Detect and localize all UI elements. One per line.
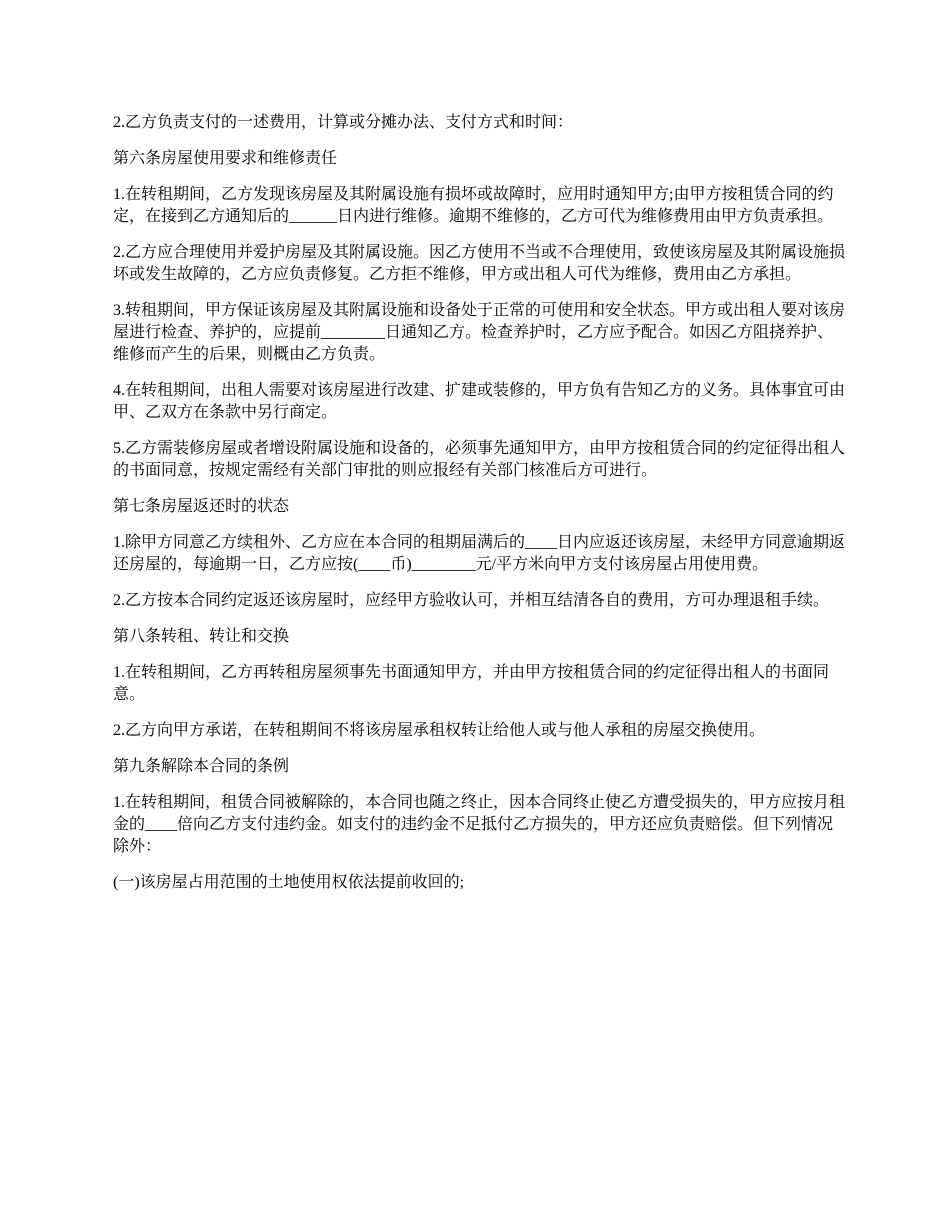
clause-paragraph: (一)该房屋占用范围的土地使用权依法提前收回的; (113, 874, 465, 891)
clause-paragraph: 5.乙方需装修房屋或者增设附属设施和设备的，必须事先通知甲方，由甲方按租赁合同的约定征得出租人的书面同意，按规定需经有关部门审批的则应报经有关部门核准后方可进行。 (113, 440, 846, 479)
clause-paragraph: 1.在转租期间，乙方再转租房屋须事先书面通知甲方，并由甲方按租赁合同的约定征得出租人的书面同意。 (113, 664, 830, 703)
clause-paragraph: 4.在转租期间，出租人需要对该房屋进行改建、扩建或装修的，甲方负有告知乙方的义务。具体事宜可由甲、乙双方在条款中另行商定。 (113, 382, 846, 421)
clause-paragraph: 1.在转租期间，乙方发现该房屋及其附属设施有损坏或故障时，应用时通知甲方;由甲方按租赁合同的约定，在接到乙方通知后的______日内进行维修。逾期不维修的，乙方可代为维修费用由甲方负责承担。 (113, 186, 834, 225)
article-heading: 第八条转租、转让和交换 (113, 628, 290, 645)
article-heading: 第九条解除本合同的条例 (113, 758, 290, 775)
clause-paragraph: 3.转租期间，甲方保证该房屋及其附属设施和设备处于正常的可使用和安全状态。甲方或出租人要对该房屋进行检查、养护的，应提前________日通知乙方。检查养护时，乙方应予配合。如因乙方阻挠养护、维修而产生的后果，则概由乙方负责。 (113, 302, 846, 363)
article-heading: 第七条房屋返还时的状态 (113, 498, 290, 515)
clause-paragraph: 1.在转租期间，租赁合同被解除的，本合同也随之终止，因本合同终止使乙方遭受损失的，甲方应按月租金的____倍向乙方支付违约金。如支付的违约金不足抵付乙方损失的，甲方还应负责赔偿。但下列情况除外： (113, 794, 846, 855)
clause-paragraph: 1.除甲方同意乙方续租外、乙方应在本合同的租期届满后的____日内应返还该房屋，未经甲方同意逾期返还房屋的，每逾期一日，乙方应按(____币)________元/平方米向甲方支付该房屋占用使用费。 (113, 534, 846, 573)
article-heading: 第六条房屋使用要求和维修责任 (113, 150, 338, 167)
clause-paragraph: 2.乙方按本合同约定返还该房屋时，应经甲方验收认可，并相互结清各自的费用，方可办理退租手续。 (113, 592, 830, 609)
clause-paragraph: 2.乙方负责支付的一述费用，计算或分摊办法、支付方式和时间： (113, 114, 574, 131)
clause-paragraph: 2.乙方向甲方承诺，在转租期间不将该房屋承租权转让给他人或与他人承租的房屋交换使用。 (113, 722, 766, 739)
clause-paragraph: 2.乙方应合理使用并爱护房屋及其附属设施。因乙方使用不当或不合理使用，致使该房屋及其附属设施损坏或发生故障的，乙方应负责修复。乙方拒不维修，甲方或出租人可代为维修，费用由乙方承担。 (113, 244, 846, 283)
document-body (113, 112, 845, 908)
